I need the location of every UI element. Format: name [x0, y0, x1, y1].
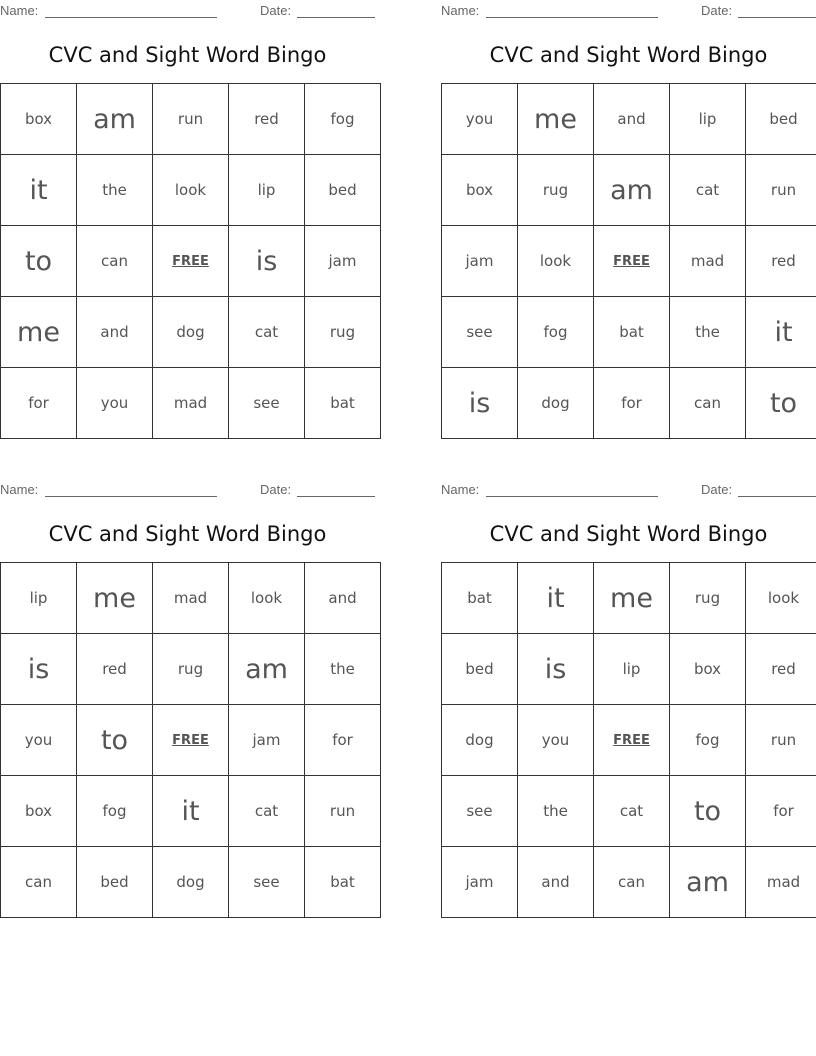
grid-cell: see — [229, 847, 305, 918]
grid-row — [442, 563, 816, 634]
grid-cell: fog — [670, 705, 746, 776]
grid-cell: it — [746, 297, 816, 368]
grid-cell: fog — [305, 84, 381, 155]
grid-row — [442, 368, 816, 439]
grid-cell: look — [518, 226, 594, 297]
grid-cell: mad — [746, 847, 816, 918]
grid-cell: the — [305, 634, 381, 705]
name-date-header — [0, 3, 375, 19]
grid-cell: fog — [77, 776, 153, 847]
grid-row — [442, 847, 816, 918]
grid-cell: it — [518, 563, 594, 634]
grid-cell: dog — [518, 368, 594, 439]
grid-row — [1, 847, 381, 918]
bingo-card-1 — [0, 0, 375, 434]
grid-row — [1, 705, 381, 776]
grid-row — [442, 705, 816, 776]
grid-cell: jam — [442, 226, 518, 297]
bingo-grid — [0, 83, 381, 439]
grid-cell: lip — [594, 634, 670, 705]
grid-cell: can — [670, 368, 746, 439]
grid-cell: to — [1, 226, 77, 297]
grid-cell: mad — [153, 368, 229, 439]
card-title: CVC and Sight Word Bingo — [489, 522, 768, 546]
grid-cell: you — [77, 368, 153, 439]
free-space: FREE — [153, 226, 229, 297]
grid-cell: run — [305, 776, 381, 847]
grid-cell: cat — [670, 155, 746, 226]
grid-row — [1, 563, 381, 634]
date-line — [738, 17, 816, 18]
grid-cell: see — [229, 368, 305, 439]
grid-cell: bat — [594, 297, 670, 368]
name-label: Name: — [441, 482, 480, 497]
grid-row — [1, 297, 381, 368]
grid-cell: for — [1, 368, 77, 439]
grid-cell: is — [518, 634, 594, 705]
grid-cell: can — [594, 847, 670, 918]
grid-cell: the — [518, 776, 594, 847]
grid-cell: you — [442, 84, 518, 155]
grid-cell: run — [746, 155, 816, 226]
grid-cell: mad — [670, 226, 746, 297]
bingo-grid — [441, 83, 816, 439]
grid-row — [1, 776, 381, 847]
grid-cell: to — [670, 776, 746, 847]
date-line — [738, 496, 816, 497]
grid-cell: can — [1, 847, 77, 918]
grid-cell: bat — [442, 563, 518, 634]
grid-cell: can — [77, 226, 153, 297]
grid-cell: to — [77, 705, 153, 776]
grid-cell: lip — [1, 563, 77, 634]
bingo-card-2 — [441, 0, 816, 434]
grid-cell: box — [1, 776, 77, 847]
name-label: Name: — [0, 3, 39, 18]
grid-cell: jam — [305, 226, 381, 297]
free-space: FREE — [594, 705, 670, 776]
grid-cell: look — [746, 563, 816, 634]
grid-cell: am — [594, 155, 670, 226]
grid-row — [1, 155, 381, 226]
grid-cell: red — [77, 634, 153, 705]
card-title: CVC and Sight Word Bingo — [48, 522, 327, 546]
grid-cell: bed — [77, 847, 153, 918]
free-space: FREE — [594, 226, 670, 297]
grid-cell: the — [77, 155, 153, 226]
grid-cell: mad — [153, 563, 229, 634]
grid-cell: lip — [229, 155, 305, 226]
grid-cell: and — [518, 847, 594, 918]
grid-row — [442, 776, 816, 847]
grid-row — [1, 634, 381, 705]
grid-cell: cat — [594, 776, 670, 847]
grid-cell: cat — [229, 776, 305, 847]
grid-cell: me — [594, 563, 670, 634]
grid-cell: jam — [442, 847, 518, 918]
name-label: Name: — [441, 3, 480, 18]
grid-cell: and — [305, 563, 381, 634]
grid-cell: rug — [670, 563, 746, 634]
grid-cell: and — [594, 84, 670, 155]
grid-row — [442, 84, 816, 155]
grid-cell: see — [442, 776, 518, 847]
grid-row — [442, 226, 816, 297]
grid-cell: am — [77, 84, 153, 155]
grid-cell: me — [518, 84, 594, 155]
grid-row — [442, 155, 816, 226]
grid-cell: it — [153, 776, 229, 847]
date-label: Date: — [260, 3, 292, 18]
grid-cell: red — [746, 226, 816, 297]
grid-cell: look — [229, 563, 305, 634]
name-line — [486, 496, 658, 497]
grid-cell: me — [1, 297, 77, 368]
grid-cell: look — [153, 155, 229, 226]
grid-cell: red — [229, 84, 305, 155]
name-line — [45, 496, 217, 497]
grid-cell: for — [594, 368, 670, 439]
grid-cell: cat — [229, 297, 305, 368]
bingo-grid — [0, 562, 381, 918]
grid-cell: for — [305, 705, 381, 776]
grid-cell: the — [670, 297, 746, 368]
grid-row — [1, 226, 381, 297]
grid-row — [442, 297, 816, 368]
grid-row — [442, 634, 816, 705]
grid-cell: run — [746, 705, 816, 776]
grid-cell: bat — [305, 368, 381, 439]
grid-cell: for — [746, 776, 816, 847]
grid-cell: bed — [442, 634, 518, 705]
grid-cell: box — [670, 634, 746, 705]
grid-cell: jam — [229, 705, 305, 776]
grid-cell: am — [670, 847, 746, 918]
grid-cell: dog — [153, 847, 229, 918]
grid-cell: rug — [518, 155, 594, 226]
grid-cell: me — [77, 563, 153, 634]
grid-cell: red — [746, 634, 816, 705]
grid-cell: lip — [670, 84, 746, 155]
grid-cell: dog — [442, 705, 518, 776]
grid-cell: is — [1, 634, 77, 705]
name-label: Name: — [0, 482, 39, 497]
grid-cell: it — [1, 155, 77, 226]
grid-cell: dog — [153, 297, 229, 368]
grid-row — [1, 368, 381, 439]
grid-cell: am — [229, 634, 305, 705]
card-title: CVC and Sight Word Bingo — [489, 43, 768, 67]
grid-cell: is — [229, 226, 305, 297]
date-line — [297, 17, 375, 18]
name-date-header — [441, 482, 816, 498]
free-space: FREE — [153, 705, 229, 776]
grid-cell: rug — [153, 634, 229, 705]
grid-cell: run — [153, 84, 229, 155]
grid-cell: fog — [518, 297, 594, 368]
name-date-header — [441, 3, 816, 19]
name-date-header — [0, 482, 375, 498]
name-line — [486, 17, 658, 18]
grid-cell: and — [77, 297, 153, 368]
grid-cell: is — [442, 368, 518, 439]
grid-cell: bed — [746, 84, 816, 155]
grid-cell: bed — [305, 155, 381, 226]
card-title: CVC and Sight Word Bingo — [48, 43, 327, 67]
grid-cell: bat — [305, 847, 381, 918]
date-line — [297, 496, 375, 497]
bingo-grid — [441, 562, 816, 918]
date-label: Date: — [701, 3, 733, 18]
grid-cell: rug — [305, 297, 381, 368]
date-label: Date: — [701, 482, 733, 497]
grid-cell: box — [442, 155, 518, 226]
grid-cell: see — [442, 297, 518, 368]
grid-cell: you — [1, 705, 77, 776]
grid-row — [1, 84, 381, 155]
date-label: Date: — [260, 482, 292, 497]
grid-cell: box — [1, 84, 77, 155]
bingo-card-3 — [0, 479, 375, 913]
grid-cell: to — [746, 368, 816, 439]
bingo-card-4 — [441, 479, 816, 913]
grid-cell: you — [518, 705, 594, 776]
name-line — [45, 17, 217, 18]
